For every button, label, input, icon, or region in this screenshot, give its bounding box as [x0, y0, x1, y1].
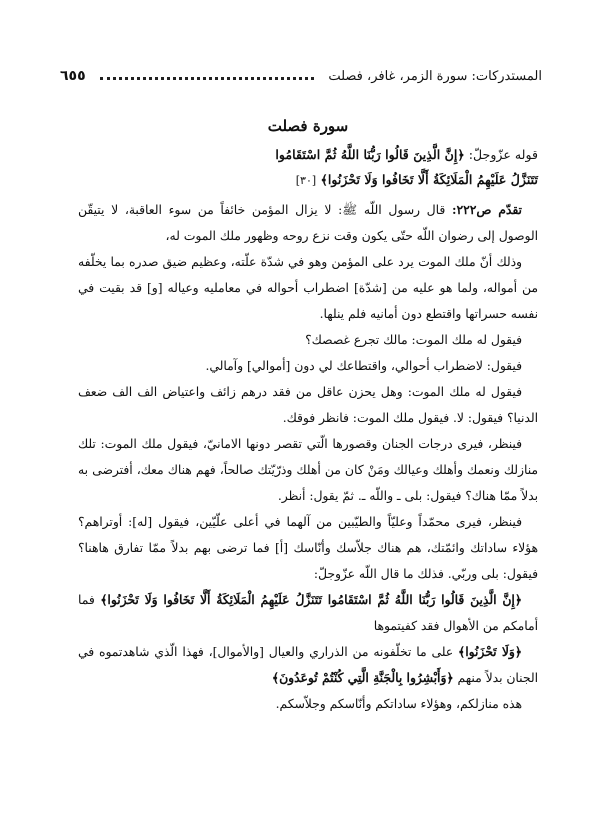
surah-title: سورة فصلت — [267, 117, 349, 135]
verse-line-1 — [78, 142, 538, 167]
page-header — [60, 62, 542, 84]
verse-line-2 — [78, 167, 538, 193]
quran-quote: ﴿وَلَا تَحْزَنُوا﴾ — [458, 644, 522, 659]
verse-text-1: ﴿إِنَّ الَّذِينَ قَالُوا رَبُّنَا اللَّهُ ثُمَّ اسْتَقَامُوا — [275, 147, 465, 162]
quran-quote: ﴿وَأَبْشِرُوا بِالْجَنَّةِ الَّتِي كُنْتُمْ تُوعَدُونَ﴾ — [271, 670, 454, 685]
paragraph-4: فيقول: لاضطراب أحوالي، واقتطاعك لي دون [أموالي] وآمالي. — [205, 359, 522, 373]
verse-text-2: تَتَنَزَّلُ عَلَيْهِمُ الْمَلَائِكَةُ أَلَّا تَخَافُوا وَلَا تَحْزَنُوا﴾ — [320, 172, 538, 187]
cross-reference: تقدّم ص٢٢٢: — [451, 202, 522, 217]
page-number: ٦٥٥ — [60, 68, 86, 84]
paragraph-3: فيقول له ملك الموت: مالك تجرع غصصك؟ — [305, 333, 522, 347]
paragraph-6: فينظر، فيرى درجات الجنان وقصورها الّتي تقصر دونها الامانيّ، فيقول ملك الموت: تلك منازلك ونعمك وأهلك وعيالك ومَنْ كان من أهلك وذرّيّتك صالحاً، فهم هناك معك، أفترضى به بدلاً ممّا هناك؟ فيقول: بلى ـ واللّه ـ. ثمّ يقول: أنظر. — [78, 437, 538, 503]
quran-quote: ﴿إِنَّ الَّذِينَ قَالُوا رَبُّنَا اللَّهُ ثُمَّ اسْتَقَامُوا تَتَنَزَّلُ عَلَيْهِمُ الْمَلَائِكَةُ أَلَّا تَخَافُوا وَلَا تَحْزَنُوا﴾ — [100, 592, 522, 607]
paragraph-7: فينظر، فيرى محمّداً وعليّاً والطيّبين من آلهما في أعلى علّيّين، فيقول [له]: أوتراهم؟ هؤلاء ساداتك وائمّتك، هم هناك جلاّسك وأنّاسك [أ] فما ترضى بهم بدلاً ممّا تفارق هاهنا؟ فيقول: بلى وربّي. فذلك ما قال اللّه عزّوجلّ: — [78, 515, 538, 581]
paragraph-10: هذه منازلكم، وهؤلاء ساداتكم وأنّاسكم وجلاّسكم. — [275, 697, 522, 711]
paragraph-8 — [78, 587, 538, 639]
paragraph-1 — [78, 197, 538, 249]
verse-reference: [٣٠] — [295, 174, 317, 187]
paragraph-9-text: على ما تخلّفونه من الذراري والعيال [والأموال]، فهذا الّذي شاهدتموه في الجنان بدلاً منهم — [78, 645, 538, 685]
paragraph-2: وذلك أنّ ملك الموت يرد على المؤمن وهو في شدّة علّته، وعظيم ضيق صدره بما يخلّفه من أمواله، ولما هو عليه من [شدّة] اضطراب أحواله في معامليه وعياله [و] قد بقيت في نفسه حسراتها واقتطع دون أمانيه فلم ينلها. — [78, 255, 538, 321]
page-body — [78, 112, 538, 717]
paragraph-9 — [78, 639, 538, 691]
paragraph-1-text: قال رسول اللّه ﷺ: لا يزال المؤمن خائفاً من سوء العاقبة، لا يتيقّن الوصول إلى رضوان اللّه حتّى يكون وقت نزع روحه وظهور ملك الموت له، — [78, 203, 538, 243]
header-divider — [100, 77, 315, 80]
paragraph-5: فيقول له ملك الموت: وهل يحزن عاقل من فقد درهم زائف واعتياض الف الف ضعف الدنيا؟ فيقول: لا. فيقول ملك الموت: فانظر فوقك. — [78, 385, 538, 425]
paragraph-8-text: فما أمامكم من الأهوال فقد كفيتموها — [78, 593, 538, 633]
running-title: المستدركات: سورة الزمر، غافر، فصلت — [328, 69, 542, 84]
verse-intro-text: قوله عزّوجلّ: — [468, 147, 538, 162]
